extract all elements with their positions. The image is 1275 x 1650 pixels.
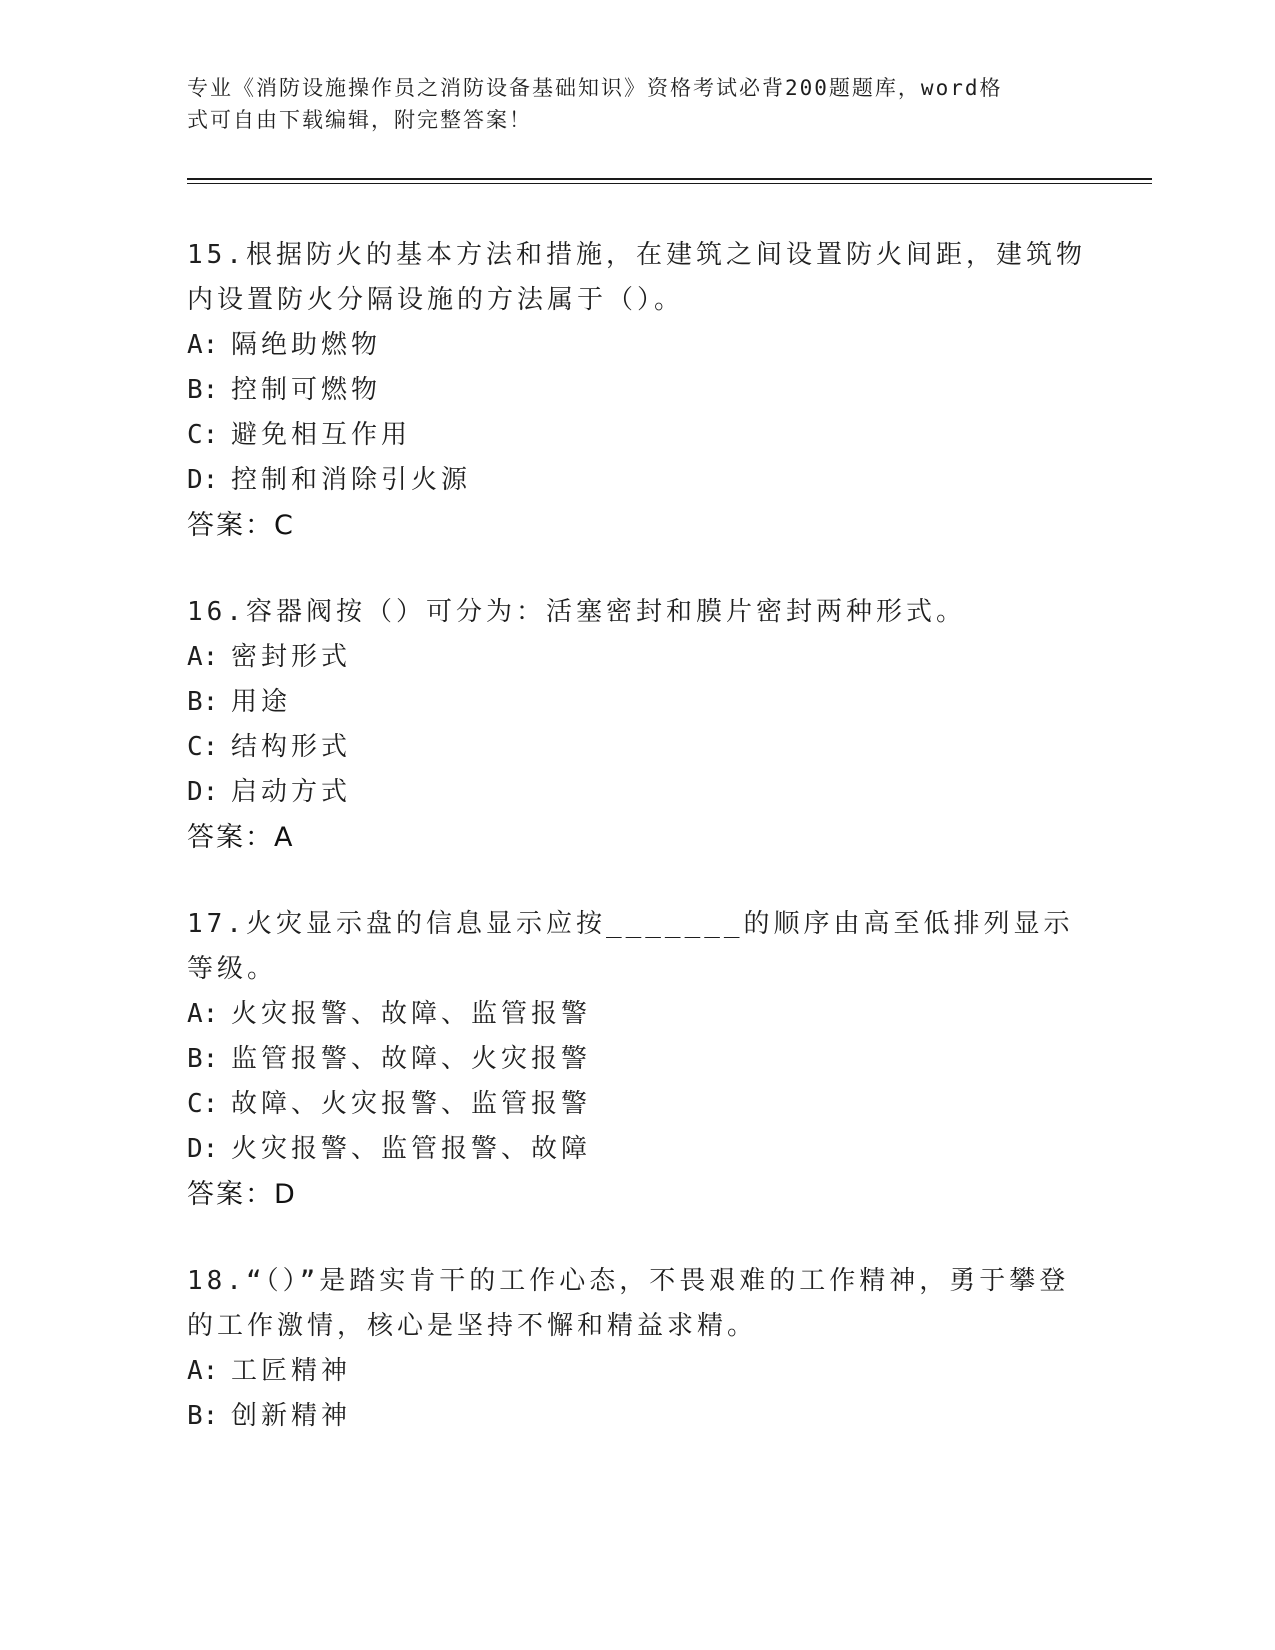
header-line-1: 专业《消防设施操作员之消防设备基础知识》资格考试必背200题题库，word格 xyxy=(187,76,1003,100)
option-c xyxy=(187,725,1087,770)
option-d xyxy=(187,1127,1087,1172)
option-key: A: xyxy=(187,330,219,360)
question-15 xyxy=(187,233,1087,548)
question-17 xyxy=(187,902,1087,1217)
option-key: B: xyxy=(187,1044,219,1074)
option-text: 启动方式 xyxy=(231,777,352,807)
option-text: 故障、火灾报警、监管报警 xyxy=(231,1089,592,1119)
document-header xyxy=(187,72,1067,136)
question-stem: 17.火灾显示盘的信息显示应按_______的顺序由高至低排列显示等级。 xyxy=(187,909,1074,984)
option-a xyxy=(187,1349,1087,1394)
option-key: B: xyxy=(187,375,219,405)
option-b xyxy=(187,1037,1087,1082)
option-b xyxy=(187,680,1087,725)
option-text: 隔绝助燃物 xyxy=(231,330,382,360)
option-key: B: xyxy=(187,1401,219,1431)
option-key: D: xyxy=(187,1134,219,1164)
header-divider-thick xyxy=(187,178,1152,180)
option-d xyxy=(187,770,1087,815)
option-text: 火灾报警、监管报警、故障 xyxy=(231,1134,592,1164)
option-key: C: xyxy=(187,732,219,762)
option-key: A: xyxy=(187,999,219,1029)
header-divider-thin xyxy=(187,183,1152,184)
header-line-2: 式可自由下载编辑，附完整答案！ xyxy=(187,108,532,132)
option-key: C: xyxy=(187,420,219,450)
option-a xyxy=(187,635,1087,680)
option-text: 监管报警、故障、火灾报警 xyxy=(231,1044,592,1074)
option-b xyxy=(187,1394,1087,1439)
option-key: A: xyxy=(187,1356,219,1386)
option-key: B: xyxy=(187,687,219,717)
option-text: 结构形式 xyxy=(231,732,352,762)
option-text: 用途 xyxy=(231,687,292,717)
question-stem: 18.“（）”是踏实肯干的工作心态，不畏艰难的工作精神，勇于攀登的工作激情，核心是坚持不懈和精益求精。 xyxy=(187,1266,1070,1341)
option-a xyxy=(187,992,1087,1037)
option-key: A: xyxy=(187,642,219,672)
option-text: 控制可燃物 xyxy=(231,375,382,405)
option-text: 避免相互作用 xyxy=(231,420,412,450)
option-c xyxy=(187,413,1087,458)
answer-label: 答案：C xyxy=(187,510,295,541)
option-d xyxy=(187,458,1087,503)
option-key: D: xyxy=(187,465,219,495)
question-18 xyxy=(187,1259,1087,1439)
question-stem: 16.容器阀按（）可分为：活塞密封和膜片密封两种形式。 xyxy=(187,597,966,627)
option-text: 控制和消除引火源 xyxy=(231,465,472,495)
option-text: 工匠精神 xyxy=(231,1356,352,1386)
question-stem: 15.根据防火的基本方法和措施，在建筑之间设置防火间距，建筑物内设置防火分隔设施的方法属于（）。 xyxy=(187,240,1086,315)
answer-label: 答案：D xyxy=(187,1179,297,1210)
option-key: D: xyxy=(187,777,219,807)
option-text: 火灾报警、故障、监管报警 xyxy=(231,999,592,1029)
option-c xyxy=(187,1082,1087,1127)
option-b xyxy=(187,368,1087,413)
option-text: 密封形式 xyxy=(231,642,352,672)
question-16 xyxy=(187,590,1087,860)
option-text: 创新精神 xyxy=(231,1401,352,1431)
option-a xyxy=(187,323,1087,368)
option-key: C: xyxy=(187,1089,219,1119)
question-list xyxy=(187,233,1087,1481)
answer-label: 答案：A xyxy=(187,822,295,853)
